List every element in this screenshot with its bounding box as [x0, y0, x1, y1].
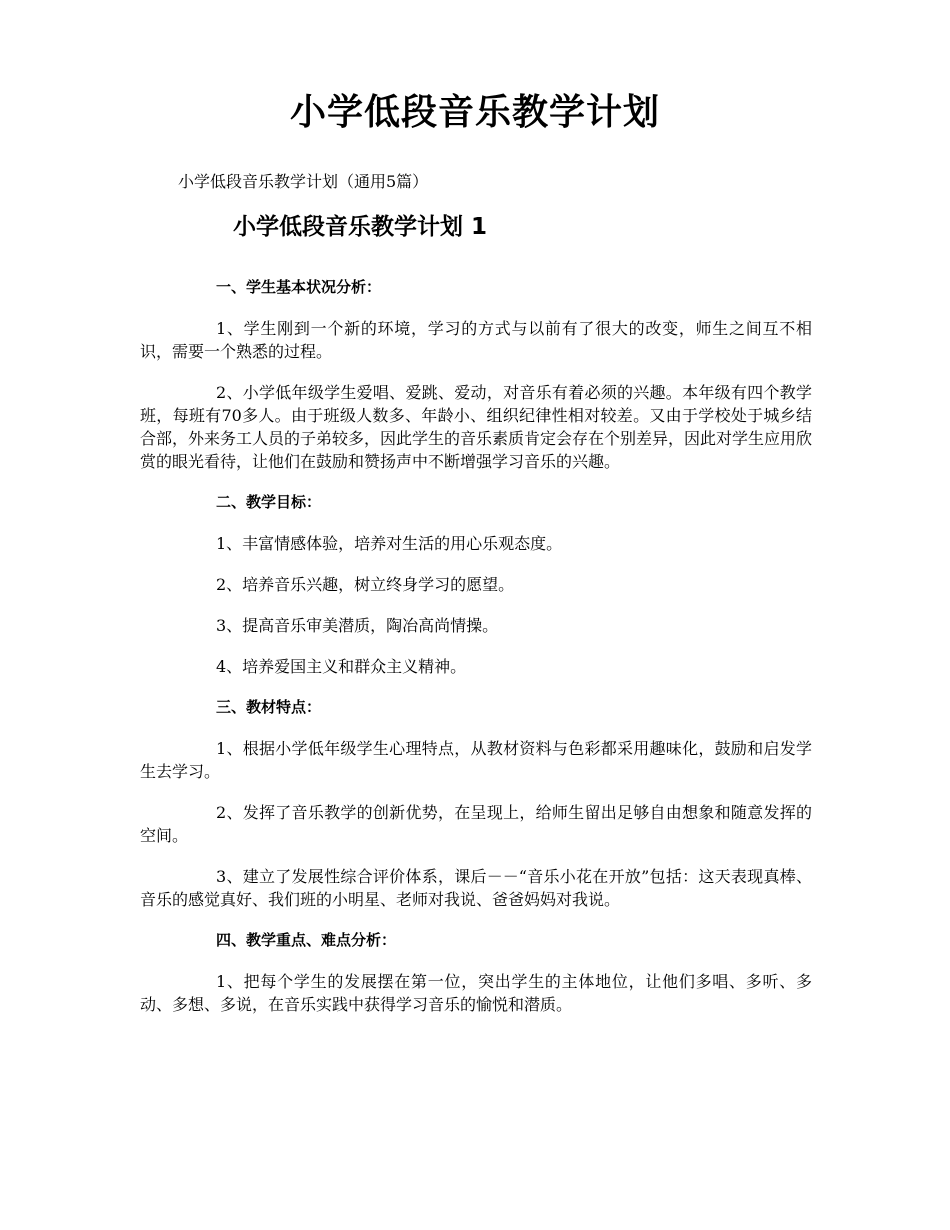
paragraph: 1、根据小学低年级学生心理特点，从教材资料与色彩都采用趣味化，鼓励和启发学生去学习。 — [140, 739, 812, 781]
document-title: 小学低段音乐教学计划 — [289, 92, 660, 133]
paragraph: 2、发挥了音乐教学的创新优势，在呈现上，给师生留出足够自由想象和随意发挥的空间。 — [140, 803, 812, 845]
paragraph: 1、学生刚到一个新的环境，学习的方式与以前有了很大的改变，师生之间互不相识，需要一个熟悉的过程。 — [140, 319, 812, 361]
heading-student-analysis: 一、学生基本状况分析： — [216, 278, 382, 296]
paragraph: 1、把每个学生的发展摆在第一位，突出学生的主体地位，让他们多唱、多听、多动、多想、多说，在音乐实践中获得学习音乐的愉悦和潜质。 — [140, 972, 812, 1014]
paragraph: 3、建立了发展性综合评价体系，课后－－“音乐小花在开放”包括：这天表现真棒、音乐的感觉真好、我们班的小明星、老师对我说、爸爸妈妈对我说。 — [140, 867, 812, 909]
paragraph: 1、丰富情感体验，培养对生活的用心乐观态度。 — [216, 534, 563, 553]
heading-textbook-features: 三、教材特点： — [216, 698, 322, 716]
heading-teaching-goals: 二、教学目标： — [216, 493, 322, 511]
paragraph: 3、提高音乐审美潜质，陶冶高尚情操。 — [216, 616, 499, 635]
paragraph: 2、培养音乐兴趣，树立终身学习的愿望。 — [216, 575, 515, 594]
section-title: 小学低段音乐教学计划 1 — [233, 214, 488, 240]
document-subtitle: 小学低段音乐教学计划（通用5篇） — [178, 172, 429, 191]
paragraph: 4、培养爱国主义和群众主义精神。 — [216, 657, 467, 676]
document-body — [140, 276, 812, 1034]
paragraph: 2、小学低年级学生爱唱、爱跳、爱动，对音乐有着必须的兴趣。本年级有四个教学班，每班有70多人。由于班级人数多、年龄小、组织纪律性相对较差。又由于学校处于城乡结合部，外来务工人员的子弟较多，因此学生的音乐素质肯定会存在个别差异，因此对学生应用欣赏的眼光看待，让他们在鼓励和赞扬声中不断增强学习音乐的兴趣。 — [140, 383, 813, 471]
heading-key-points: 四、教学重点、难点分析： — [216, 931, 397, 949]
